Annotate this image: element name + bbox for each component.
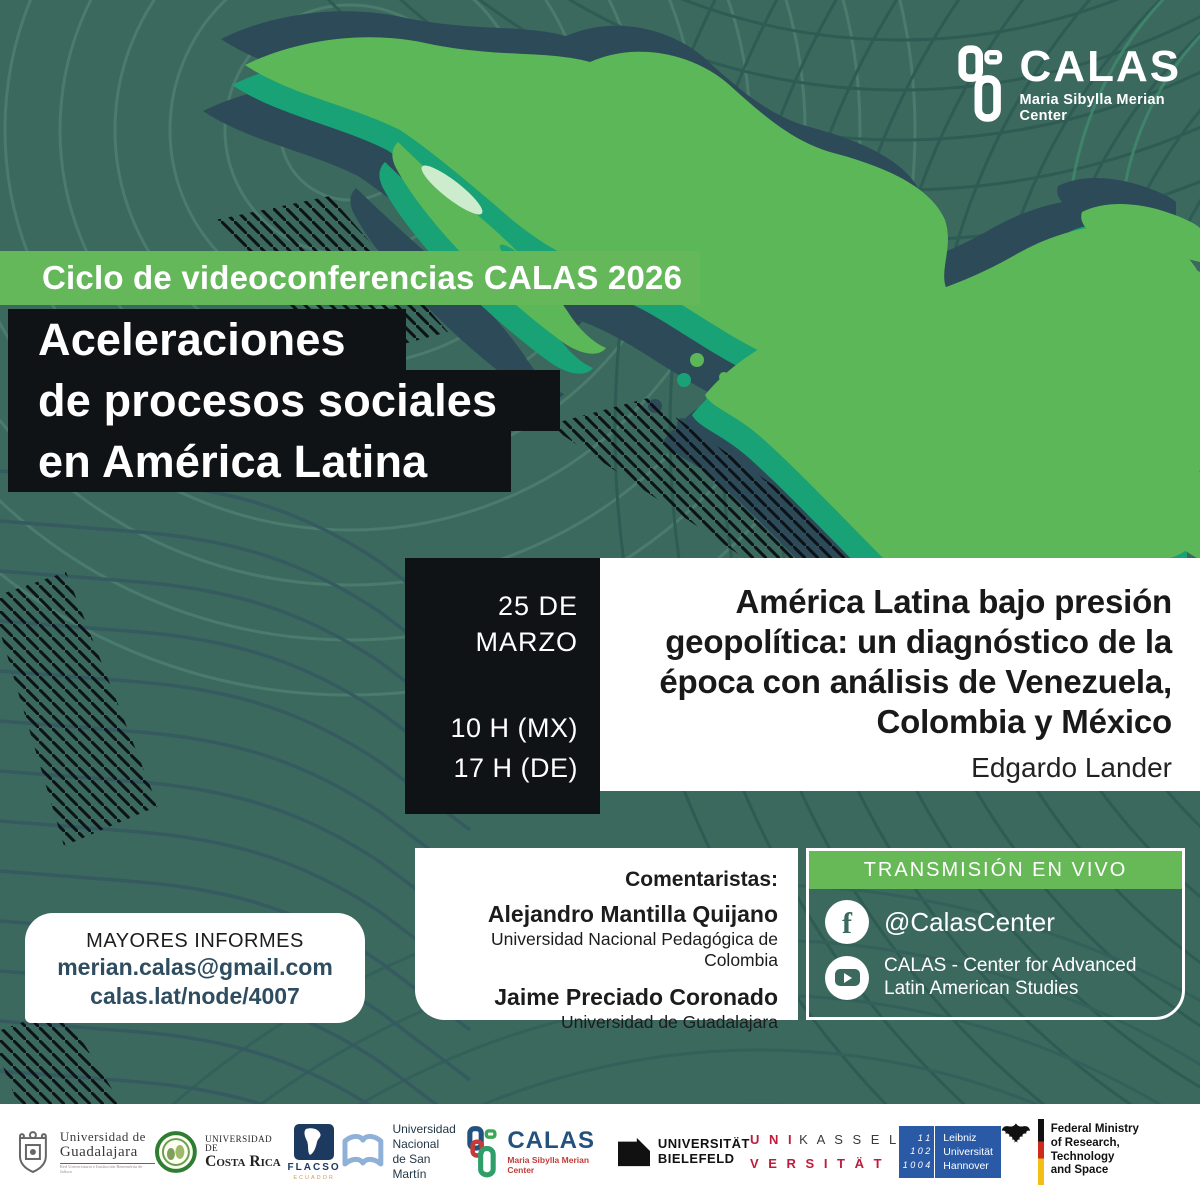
ministry-line3: and Space [1050, 1164, 1109, 1177]
udg-crest-icon [14, 1130, 52, 1174]
event-date-day: 25 DE [497, 591, 578, 621]
broadcast-heading: TRANSMISIÓN EN VIVO [809, 851, 1182, 889]
series-banner: Ciclo de videoconferencias CALAS 2026 [0, 251, 700, 305]
calas-logo [958, 40, 1200, 128]
logo-universidad-guadalajara [14, 1130, 155, 1174]
kassel-uni: U N I [749, 1132, 795, 1147]
talk-title: América Latina bajo presión geopolítica: un diagnóstico de la época con análisis de Venezuela, Colombia y México [659, 583, 1172, 740]
main-title-line: Aceleraciones [8, 309, 406, 370]
logo-flacso-ecuador [288, 1124, 341, 1181]
main-title-line: de procesos sociales [8, 370, 560, 431]
event-date-month: MARZO [475, 627, 578, 657]
bielefeld-icon [618, 1137, 650, 1167]
youtube-icon [825, 956, 869, 1000]
logo-uni-kassel [750, 1128, 899, 1176]
bielefeld-line2: BIELEFELD [657, 1151, 735, 1166]
facebook-row[interactable] [809, 900, 1182, 944]
calas-logo-icon [958, 40, 1006, 128]
facebook-handle[interactable]: @CalasCenter [884, 906, 1055, 937]
commentator-affiliation: Universidad de Guadalajara [561, 1012, 778, 1032]
logo-calas-color [467, 1125, 617, 1179]
flacso-name: FLACSO [287, 1161, 341, 1173]
talk-box [600, 558, 1200, 791]
logo-unsam [341, 1122, 468, 1182]
kassel-name: K A S S E L [799, 1132, 900, 1147]
federal-eagle-icon [1001, 1119, 1031, 1147]
unsam-line3: de San Martín [392, 1152, 431, 1181]
youtube-channel[interactable]: CALAS - Center for Advanced Latin American Studies [884, 955, 1137, 999]
commentator-name: Jaime Preciado Coronado [494, 984, 778, 1010]
contact-email[interactable]: merian.calas@gmail.com [57, 954, 333, 980]
logo-federal-ministry [1001, 1119, 1186, 1185]
calas-logo-text: CALAS [1019, 41, 1182, 91]
calas-logo-subtext: Maria Sibylla Merian Center [1019, 91, 1165, 124]
ucr-line2: Costa Rica [205, 1152, 281, 1170]
event-time-de: 17 H (DE) [453, 753, 578, 783]
unsam-line2: Nacional [392, 1137, 440, 1151]
facebook-icon: f [825, 900, 869, 944]
contact-box [25, 913, 365, 1023]
leibniz-line1: Leibniz [943, 1131, 977, 1144]
udg-line2: Guadalajara [59, 1144, 138, 1160]
youtube-row[interactable] [809, 955, 1182, 1001]
partner-logo-bar [0, 1104, 1200, 1200]
leibniz-line2: Universität [943, 1145, 993, 1158]
date-box [405, 558, 600, 814]
logo-universidad-costa-rica [155, 1131, 287, 1173]
flacso-sub: ECUADOR [293, 1174, 335, 1181]
contact-heading: MAYORES INFORMES [86, 930, 304, 952]
ministry-line2: of Research, Technology [1050, 1136, 1120, 1163]
main-title-line: en América Latina [8, 431, 511, 492]
talk-speaker: Edgardo Lander [971, 751, 1172, 783]
commentator-name: Alejandro Mantilla Quijano [487, 901, 778, 927]
calas-footer-sub: Maria Sibylla Merian Center [507, 1155, 590, 1175]
contact-url[interactable]: calas.lat/node/4007 [90, 983, 300, 1009]
calas-footer-name: CALAS [507, 1127, 595, 1154]
kassel-versitat: V E R S I T Ä T [749, 1156, 885, 1171]
broadcast-box [806, 848, 1185, 1020]
calas-color-icon [467, 1125, 499, 1179]
commentator-affiliation: Universidad Nacional Pedagógica de Colombia [491, 929, 778, 970]
commentators-heading: Comentaristas: [625, 868, 778, 891]
unsam-book-icon [341, 1134, 385, 1170]
leibniz-numbers: 1 1 1 0 2 1 0 0 4 [899, 1126, 935, 1178]
udg-tagline: Red Universitaria e Institución Benemérita de Jalisco [60, 1163, 156, 1174]
logo-leibniz-hannover [899, 1126, 1001, 1178]
ministry-line1: Federal Ministry [1050, 1123, 1139, 1135]
ucr-line1: UNIVERSIDAD DE [205, 1133, 273, 1153]
event-time-mx: 10 H (MX) [450, 713, 578, 743]
flacso-icon [294, 1124, 334, 1160]
main-title [8, 309, 560, 492]
ucr-emblem-icon [155, 1131, 197, 1173]
unsam-line1: Universidad [392, 1122, 456, 1136]
bielefeld-line1: UNIVERSITÄT [657, 1136, 750, 1152]
commentators-box [415, 848, 798, 1032]
udg-line1: Universidad de [59, 1129, 146, 1144]
leibniz-line3: Hannover [943, 1160, 989, 1173]
logo-uni-bielefeld [618, 1137, 750, 1167]
german-flag-stripe [1038, 1119, 1044, 1185]
